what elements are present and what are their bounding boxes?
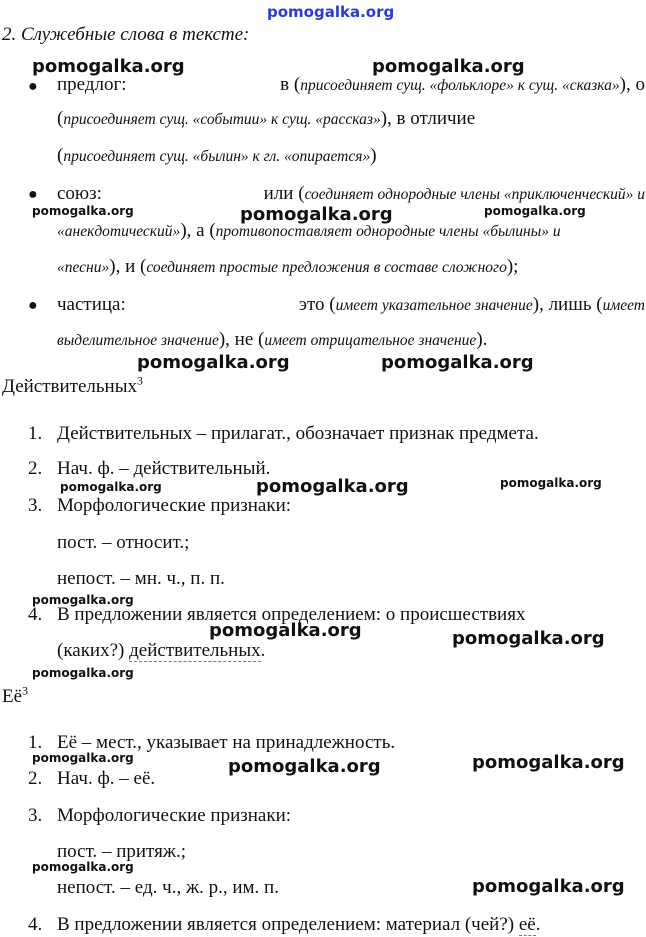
watermark: pomogalka.org — [472, 876, 625, 897]
predlog-line-1 — [57, 74, 645, 96]
section2-item-4: В предложении является определением: материал (чей?) её. — [57, 914, 541, 935]
watermark: pomogalka.org — [32, 56, 185, 77]
bullet-dot: ● — [28, 297, 38, 314]
section2-item-1: Её – мест., указывает на принадлежность. — [57, 732, 396, 753]
section2-title: $Её^3$ — [2, 683, 29, 707]
section2-morph-var: непост. – ед. ч., ж. р., им. п. — [57, 877, 279, 898]
watermark: pomogalka.org — [32, 204, 134, 218]
list-number: 2. — [28, 768, 43, 789]
watermark: pomogalka.org — [381, 352, 534, 373]
list-number: 3. — [28, 495, 43, 516]
soyuz-label: союз: — [57, 183, 102, 204]
list-number: 1. — [28, 732, 43, 753]
watermark: pomogalka.org — [32, 860, 134, 874]
list-number: 2. — [28, 458, 43, 479]
target-word: её — [518, 914, 536, 935]
predlog-line-3: (присоединяет сущ. «былин» к гл. «опирается») — [57, 145, 377, 166]
section2-item-3: Морфологические признаки: — [57, 805, 292, 826]
list-number: 4. — [28, 604, 43, 625]
watermark: pomogalka.org — [137, 352, 290, 373]
bullet-dot: ● — [28, 186, 38, 203]
section1-morph-var: непост. – мн. ч., п. п. — [57, 568, 225, 589]
list-number: 3. — [28, 805, 43, 826]
watermark: pomogalka.org — [372, 56, 525, 77]
section2-item-2: Нач. ф. – её. — [57, 768, 156, 789]
watermark: pomogalka.org — [32, 666, 134, 680]
watermark: pomogalka.org — [240, 204, 393, 225]
chastitsa-label: частица: — [57, 294, 126, 315]
chastitsa-line-1: частица: это (имеет указательное значение), лишь (имеет — [57, 294, 645, 315]
predlog-label: предлог: — [57, 74, 127, 95]
list-number: 1. — [28, 423, 43, 444]
watermark: pomogalka.org — [452, 628, 605, 649]
watermark: pomogalka.org — [32, 593, 134, 607]
watermark: pomogalka.org — [60, 480, 162, 494]
watermark: pomogalka.org — [484, 204, 586, 218]
watermark: pomogalka.org — [256, 476, 409, 497]
chastitsa-line-2: выделительное значение), не (имеет отрицательное значение). — [57, 329, 488, 350]
section-heading: 2. Служебные слова в тексте: — [2, 24, 250, 45]
section1-item-1: Действительных – прилагат., обозначает признак предмета. — [57, 423, 539, 444]
list-number: 4. — [28, 914, 43, 935]
predlog-line-2: (присоединяет сущ. «событии» к сущ. «рассказ»), в отличие — [57, 108, 476, 129]
section1-item-3: Морфологические признаки: — [57, 495, 292, 516]
section1-item-4-line-1: В предложении является определением: о происшествиях — [57, 604, 526, 625]
soyuz-line-3: «песни»), и (соединяет простые предложения в составе сложного); — [57, 256, 519, 277]
section1-title: Действительных$^3$ — [2, 373, 143, 397]
watermark: pomogalka.org — [472, 752, 625, 773]
section1-item-2: Нач. ф. – действительный. — [57, 458, 271, 479]
predlog-text: в (присоединяет сущ. «фольклоре» к сущ. «сказка»), о — [280, 74, 645, 95]
watermark: pomogalka.org — [32, 751, 134, 765]
bullet-dot: ● — [28, 78, 38, 95]
soyuz-line-1: союз: или (соединяет однородные члены «приключенческий» и — [57, 183, 645, 204]
target-word: действительных — [129, 640, 261, 661]
soyuz-line-2: «анекдотический»), а (противопоставляет однородные члены «былины» и — [57, 220, 561, 241]
section2-morph-const: пост. – притяж.; — [57, 841, 186, 862]
section1-morph-const: пост. – относит.; — [57, 532, 190, 553]
section1-item-4-line-2: (каких?) действительных. — [57, 640, 266, 661]
watermark: pomogalka.org — [500, 476, 602, 490]
watermark-top: pomogalka.org — [267, 3, 395, 21]
watermark: pomogalka.org — [209, 620, 362, 641]
watermark: pomogalka.org — [228, 756, 381, 777]
